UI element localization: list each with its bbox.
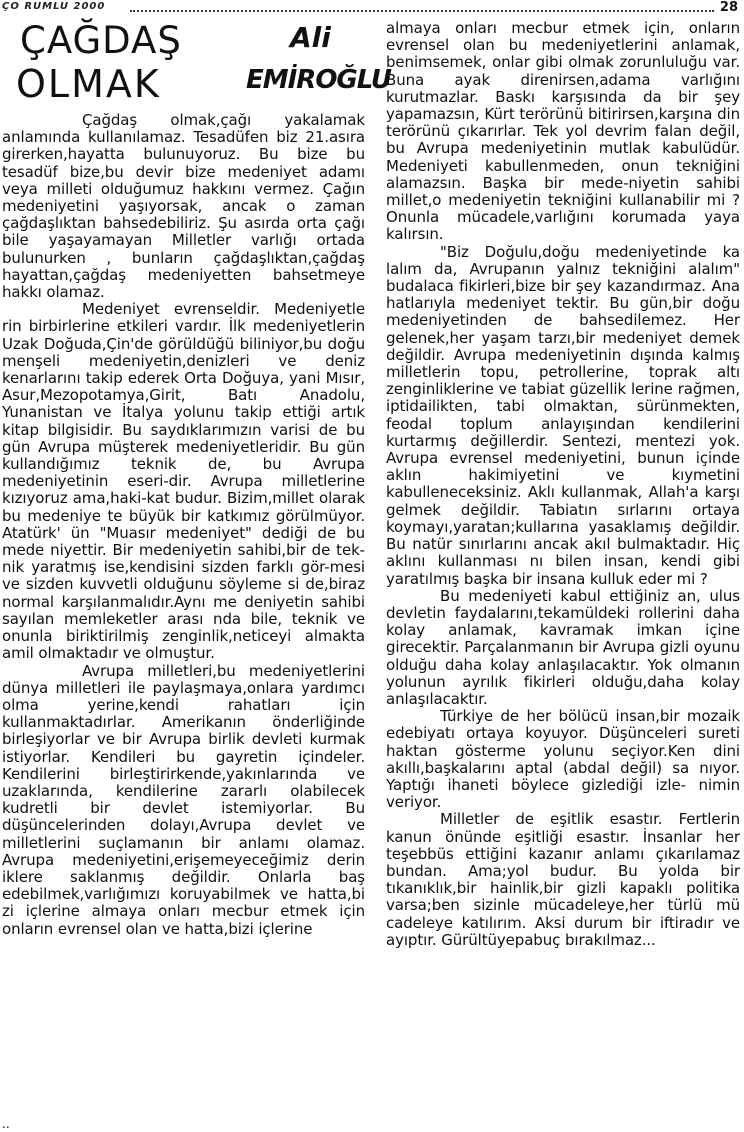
paragraph: Medeniyet evrenseldir. Medeniyetle rin birbirlerine etkileri vardır. İlk medeniyetlerin Uzak Doğuda,Çin'de görüldüğü biliniyor,bu doğu menşeli medeniyetin,denizleri ve deniz kenarlarını takip ederek Orta Doğuya, yani Mısır, Asur,Mezopotamya,Girit, Batı Anadolu, Yunanistan ve İtalya yolunu takip ettiği artık kitap bilgisidir. Bu saydıklarımızın varisi de bu gün Avrupa müşterek medeniyetleridir. Bu gün kullandığımız teknik de, bu Avrupa medeniyetinin eseri-dir. Avrupa milletlerine kızıyoruz ama,haki-kat budur. Bizim,millet olarak bu medeniye te büyük bir katkımız görülmüyor. Atatürk' ün "Muasır medeniyet" dediği de bu mede niyettir. Bir medeniyetin sahibi,bir de tek-nik yaratmış ise,kendisini sizden farklı gör-mesi ve sizden kuvvetli olduğunu söyleme si de,biraz normal karşılanmalıdır.Aynı me deniyetin sahibi sayılan memleketler arası nda bile, teknik ve onunla biriktirilmiş zenginlik,neticeyi almakta amil olmaktadır ve olmuştur. [2, 300, 365, 663]
paragraph: Türkiye de her bölücü insan,bir mozaik edebiyatı ortaya koyuyor. Düşünceleri sureti haktan gösterme yolunu seçiyor.Ken dini akıllı,başkalarını aptal (abdal değil) sa nıyor. Yaptığı ihaneti böylece gizlediği izle- nimin veriyor. [386, 707, 740, 812]
paragraph: almaya onları mecbur etmek için, onların evrensel olan bu medeniyetlerini anlamak, benimsemek, onlar gibi olmak zorunluluğu var. Buna ayak direnirsen,adama varlığını kurutmazlar. Baskı karşısında da bir şey yapamazsın, Kürt terörünü bitirirsen,karşına din terörünü çıkarırlar. Tek yol devrim falan değil, bu Avrupa medeniyetinin mutlak kabulüdür. Medeniyeti kabullenmeden, onun tekniğini alamazsın. Başka bir mede-niyetin sahibi millet,o medeniyetin tekniğini kullanabilir mi ? Onunla mücadele,varlığını korumada yaya kalırsın. [386, 19, 740, 244]
article-title-block [8, 19, 392, 112]
left-column-tail: .. [2, 1117, 10, 1131]
page-header [0, 0, 744, 20]
author-first-name: Ali [290, 21, 331, 54]
title-line-1: ÇAĞDAŞ [20, 19, 182, 62]
paragraph: "Biz Doğulu,doğu medeniyetinde ka lalım da, Avrupanın yalnız tekniğini alalım" budalaca fikirleri,bize bir şey kazandırmaz. Ana hatlarıyla medeniyet tektir. Bu gün,bir doğu medeniyetinden de bahsedilemez. Her gelenek,her yaşam tarzı,bir medeniyet demek değildir. Avrupa medeniyetinin dışında kalmış milletlerin topu, petrollerine, toprak altı zenginliklerine ve tabiat güzellik lerine rağmen, iptidailikten, tabi olmaktan, sürünmekten, feodal toplum anlayışından kendilerini kurtarmış değillerdir. Sentezi, mentezi yok. Avrupa evrensel medeniyetini, bunun içinde aklın hakimiyetini ve kıymetini kabulleneceksiniz. Aklı kullanmak, Allah'a karşı gelmek değildir. Tabiatın sırlarını ortaya koymayı,yaratan;kullarına yasaklamış değildir. Bu natür sınırlarını ancak akıl bulmaktadır. Hiç aklını kullanması nı bilen insan, kendi gibi yaratılmış başka bir insana kulluk eder mi ? [386, 242, 740, 588]
author-last-name: EMİROĞLU [246, 65, 392, 95]
paragraph: Çağdaş olmak,çağı yakalamak anlamında kullanılamaz. Tesadüfen biz 21.asıra girerken,hayatta bulunuyoruz. Bu bize bu tesadüf bize,bu devir bize medeniyet adamı veya milleti olduğumuz hakkını vermez. Çağın medeniyetini yaşıyorsak, ancak o zaman çağdaşlıktan bahsedebiliriz. Şu asırda orta çağı bile yaşayamayan Milletler varlığı ortada bulunurken , bunların çağdaşlıktan,çağdaş hayattan,çağdaş medeniyetten bahsetmeye hakkı olamaz. [2, 111, 365, 302]
paragraph: Bu medeniyeti kabul ettiğiniz an, ulus devletin faydalarını,tekamüldeki rollerini daha kolay anlamak, kavramak imkan içine girecektir. Parçalanmanın bir Avrupa gizli oyunu olduğu daha kolay anlaşılacaktır. Yok olmanın yolunun ayrılık fikirleri olduğu,daha kolay anlaşılacaktır. [386, 586, 740, 708]
page-number: 28 [719, 0, 738, 15]
paragraph: Milletler de eşitlik esastır. Fertlerin kanun önünde eşitliği esastır. İnsanlar her teşebbüs ettiğini kazanır anlamı çıkarılamaz bundan. Ama;yol budur. Bu yolda bir tıkanıklık,bir hainlik,bir gizli kapaklı politika varsa;ben sizinle mücadeleye,her türlü mü cadeleye katılırım. Aksi durum bir iftiradır ve ayıptır. Gürültüyepabuç bırakılmaz... [386, 810, 740, 949]
header-dotted-rule [130, 10, 714, 12]
title-line-2: OLMAK [16, 62, 161, 106]
publication-name: ÇO RUMLU 2000 [2, 1, 106, 12]
left-column [2, 112, 365, 938]
paragraph: Avrupa milletleri,bu medeniyetlerini dünya milletleri ile paylaşmaya,onlara yardımcı olma yerine,kendi rahatları için kullanmaktadırlar. Amerikanın önderliğinde birleşiyorlar ve bir Avrupa birlik devleti kurmak istiyorlar. Kendileri bu gayretin içindeler. Kendilerini birleştirirkende,yakınlarında ve uzaklarında, kendilerine zararlı olabilecek kudretli bir devlet istemiyorlar. Bu düşüncelerinden dolayı,Avrupa devlet ve milletlerini suçlamanın bir anlamı olamaz. Avrupa medeniyetini,erişemeyeceğimiz derin iklere saklanmış değildir. Onlarla baş edebilmek,varlığımızı koruyabilmek ve hatta,bi zi içlerine almaya onları mecbur etmek için onların evrensel olan ve hatta,bizi içlerine [2, 661, 365, 938]
right-column [386, 20, 740, 949]
